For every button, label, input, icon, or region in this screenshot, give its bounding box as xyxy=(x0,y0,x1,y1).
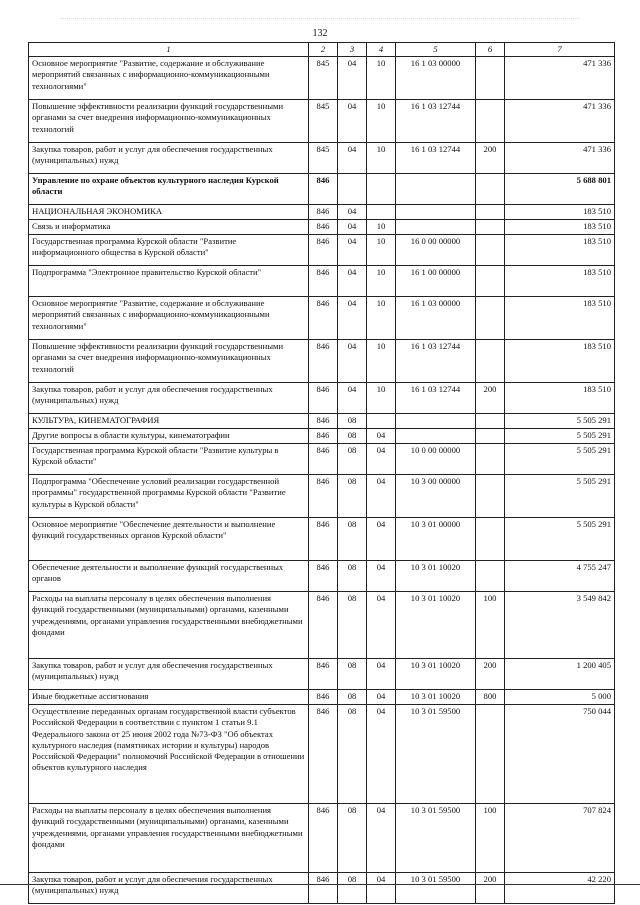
target-article-cell: 16 0 00 00000 xyxy=(396,235,476,266)
amount-cell: 183 510 xyxy=(505,383,615,414)
section-code-cell: 08 xyxy=(338,592,367,659)
amount-cell: 183 510 xyxy=(505,235,615,266)
target-article-cell: 10 3 01 10020 xyxy=(396,592,476,659)
ministry-code-cell: 845 xyxy=(309,57,338,100)
table-row xyxy=(29,174,615,205)
section-code-cell: 08 xyxy=(338,705,367,804)
row-name-cell: Подпрограмма "Электронное правительство Курской области" xyxy=(29,266,309,297)
subsection-code-cell: 04 xyxy=(367,705,396,804)
row-name-cell: Государственная программа Курской области "Развитие информационного общества в Курской области" xyxy=(29,235,309,266)
amount-cell: 5 688 801 xyxy=(505,174,615,205)
subsection-code-cell: 10 xyxy=(367,266,396,297)
subsection-code-cell: 04 xyxy=(367,873,396,904)
ministry-code-cell: 846 xyxy=(309,174,338,205)
row-name-cell: НАЦИОНАЛЬНАЯ ЭКОНОМИКА xyxy=(29,205,309,220)
section-code-cell: 08 xyxy=(338,804,367,873)
amount-cell: 750 044 xyxy=(505,705,615,804)
ministry-code-cell: 846 xyxy=(309,690,338,705)
column-header: 2 xyxy=(309,43,338,57)
row-name-cell: Связь и информатика xyxy=(29,220,309,235)
amount-cell: 5 505 291 xyxy=(505,475,615,518)
amount-cell: 5 505 291 xyxy=(505,518,615,561)
row-name-cell: Подпрограмма "Обеспечение условий реализации государственной программы" государственной программы Курской области "Развитие культуры в Курской области" xyxy=(29,475,309,518)
section-code-cell: 04 xyxy=(338,205,367,220)
amount-cell: 183 510 xyxy=(505,297,615,340)
expense-type-cell xyxy=(476,174,505,205)
subsection-code-cell: 04 xyxy=(367,690,396,705)
target-article-cell: 16 1 00 00000 xyxy=(396,266,476,297)
ministry-code-cell: 846 xyxy=(309,804,338,873)
target-article-cell xyxy=(396,429,476,444)
row-name-cell: Расходы на выплаты персоналу в целях обеспечения выполнения функций государственными (муниципальными) органами, казенными учреждениями, органами управления государственными внебюджетными фондами xyxy=(29,592,309,659)
target-article-cell: 10 3 01 59500 xyxy=(396,804,476,873)
target-article-cell: 10 3 01 10020 xyxy=(396,659,476,690)
target-article-cell: 10 3 01 10020 xyxy=(396,690,476,705)
ministry-code-cell: 846 xyxy=(309,297,338,340)
table-row xyxy=(29,143,615,174)
subsection-code-cell xyxy=(367,174,396,205)
amount-cell: 183 510 xyxy=(505,340,615,383)
expense-type-cell xyxy=(476,705,505,804)
expense-type-cell xyxy=(476,561,505,592)
ministry-code-cell: 846 xyxy=(309,705,338,804)
row-name-cell: Повышение эффективности реализации функций государственными органами за счет внедрения информационно-коммуникационных технологий xyxy=(29,340,309,383)
page-number: 132 xyxy=(312,28,328,39)
expense-type-cell: 100 xyxy=(476,592,505,659)
row-name-cell: Основное мероприятие "Развитие, содержание и обслуживание мероприятий связанных с информационно-коммуникационными технологиями" xyxy=(29,297,309,340)
amount-cell: 5 505 291 xyxy=(505,429,615,444)
section-code-cell: 04 xyxy=(338,143,367,174)
target-article-cell: 10 3 01 59500 xyxy=(396,705,476,804)
section-code-cell: 08 xyxy=(338,429,367,444)
row-name-cell: Закупка товаров, работ и услуг для обеспечения государственных (муниципальных) нужд xyxy=(29,383,309,414)
column-header: 1 xyxy=(29,43,309,57)
subsection-code-cell: 04 xyxy=(367,475,396,518)
expense-type-cell xyxy=(476,340,505,383)
amount-cell: 183 510 xyxy=(505,220,615,235)
section-code-cell: 04 xyxy=(338,266,367,297)
section-code-cell: 04 xyxy=(338,297,367,340)
amount-cell: 42 220 xyxy=(505,873,615,904)
target-article-cell: 16 1 03 00000 xyxy=(396,57,476,100)
page-bottom-rule xyxy=(0,884,640,885)
table-row xyxy=(29,383,615,414)
row-name-cell: Государственная программа Курской области "Развитие культуры в Курской области" xyxy=(29,444,309,475)
amount-cell: 183 510 xyxy=(505,266,615,297)
ministry-code-cell: 846 xyxy=(309,340,338,383)
target-article-cell xyxy=(396,414,476,429)
amount-cell: 5 000 xyxy=(505,690,615,705)
table-row xyxy=(29,444,615,475)
row-name-cell: Другие вопросы в области культуры, кинематографии xyxy=(29,429,309,444)
column-header: 4 xyxy=(367,43,396,57)
subsection-code-cell: 04 xyxy=(367,518,396,561)
ministry-code-cell: 845 xyxy=(309,100,338,143)
table-row xyxy=(29,475,615,518)
amount-cell: 4 755 247 xyxy=(505,561,615,592)
table-row xyxy=(29,57,615,100)
ministry-code-cell: 846 xyxy=(309,444,338,475)
ministry-code-cell: 846 xyxy=(309,383,338,414)
target-article-cell: 16 1 03 12744 xyxy=(396,340,476,383)
expense-type-cell xyxy=(476,414,505,429)
amount-cell: 471 336 xyxy=(505,57,615,100)
table-row xyxy=(29,414,615,429)
table-row xyxy=(29,100,615,143)
row-name-cell: Иные бюджетные ассигнования xyxy=(29,690,309,705)
ministry-code-cell: 846 xyxy=(309,475,338,518)
section-code-cell: 08 xyxy=(338,873,367,904)
row-name-cell: Основное мероприятие "Обеспечение деятельности и выполнение функций государственных органов Курской области" xyxy=(29,518,309,561)
table-row xyxy=(29,659,615,690)
target-article-cell: 10 3 01 59500 xyxy=(396,873,476,904)
section-code-cell: 08 xyxy=(338,518,367,561)
section-code-cell: 08 xyxy=(338,475,367,518)
expense-type-cell xyxy=(476,266,505,297)
target-article-cell: 16 1 03 00000 xyxy=(396,297,476,340)
ministry-code-cell: 846 xyxy=(309,561,338,592)
subsection-code-cell: 04 xyxy=(367,429,396,444)
ministry-code-cell: 846 xyxy=(309,235,338,266)
section-code-cell: 08 xyxy=(338,659,367,690)
target-article-cell: 10 3 00 00000 xyxy=(396,475,476,518)
ministry-code-cell: 846 xyxy=(309,592,338,659)
row-name-cell: Закупка товаров, работ и услуг для обеспечения государственных (муниципальных) нужд xyxy=(29,659,309,690)
expense-type-cell: 200 xyxy=(476,383,505,414)
budget-table xyxy=(28,42,615,904)
ministry-code-cell: 845 xyxy=(309,143,338,174)
section-code-cell: 04 xyxy=(338,383,367,414)
table-row xyxy=(29,690,615,705)
section-code-cell: 04 xyxy=(338,235,367,266)
table-row xyxy=(29,592,615,659)
table-row xyxy=(29,873,615,904)
subsection-code-cell: 10 xyxy=(367,383,396,414)
target-article-cell xyxy=(396,174,476,205)
target-article-cell: 10 3 01 00000 xyxy=(396,518,476,561)
expense-type-cell xyxy=(476,297,505,340)
amount-cell: 707 824 xyxy=(505,804,615,873)
expense-type-cell xyxy=(476,444,505,475)
target-article-cell xyxy=(396,205,476,220)
amount-cell: 5 505 291 xyxy=(505,444,615,475)
amount-cell: 5 505 291 xyxy=(505,414,615,429)
subsection-code-cell: 04 xyxy=(367,444,396,475)
expense-type-cell xyxy=(476,518,505,561)
table-row xyxy=(29,205,615,220)
section-code-cell: 08 xyxy=(338,690,367,705)
section-code-cell: 04 xyxy=(338,220,367,235)
table-row xyxy=(29,561,615,592)
expense-type-cell xyxy=(476,220,505,235)
target-article-cell xyxy=(396,220,476,235)
table-row xyxy=(29,266,615,297)
amount-cell: 471 336 xyxy=(505,143,615,174)
column-header: 3 xyxy=(338,43,367,57)
target-article-cell: 16 1 03 12744 xyxy=(396,100,476,143)
table-row xyxy=(29,804,615,873)
table-row xyxy=(29,705,615,804)
subsection-code-cell xyxy=(367,414,396,429)
column-header: 5 xyxy=(396,43,476,57)
table-row xyxy=(29,297,615,340)
scan-noise xyxy=(60,18,580,25)
row-name-cell: Осуществление переданных органам государственной власти субъектов Российской Федерации в соответствии с пунктом 1 статьи 9.1 Федерального закона от 25 июня 2002 года №73-ФЗ "Об объектах культурного наследия (памятниках истории и культуры) народов Российской Федерации" полномочий Российской Федерации в отношении объектов культурного наследия xyxy=(29,705,309,804)
expense-type-cell xyxy=(476,235,505,266)
table-row xyxy=(29,235,615,266)
ministry-code-cell: 846 xyxy=(309,518,338,561)
table-row xyxy=(29,429,615,444)
ministry-code-cell: 846 xyxy=(309,659,338,690)
target-article-cell: 16 1 03 12744 xyxy=(396,143,476,174)
row-name-cell: Закупка товаров, работ и услуг для обеспечения государственных (муниципальных) нужд xyxy=(29,873,309,904)
subsection-code-cell: 04 xyxy=(367,659,396,690)
table-row xyxy=(29,220,615,235)
subsection-code-cell: 10 xyxy=(367,297,396,340)
row-name-cell: КУЛЬТУРА, КИНЕМАТОГРАФИЯ xyxy=(29,414,309,429)
column-number-row xyxy=(29,43,615,57)
expense-type-cell: 200 xyxy=(476,873,505,904)
subsection-code-cell: 10 xyxy=(367,57,396,100)
expense-type-cell xyxy=(476,475,505,518)
ministry-code-cell: 846 xyxy=(309,873,338,904)
column-header: 6 xyxy=(476,43,505,57)
expense-type-cell xyxy=(476,205,505,220)
column-header: 7 xyxy=(505,43,615,57)
expense-type-cell xyxy=(476,57,505,100)
section-code-cell: 04 xyxy=(338,100,367,143)
section-code-cell: 08 xyxy=(338,414,367,429)
subsection-code-cell: 04 xyxy=(367,804,396,873)
amount-cell: 3 549 842 xyxy=(505,592,615,659)
target-article-cell: 16 1 03 12744 xyxy=(396,383,476,414)
section-code-cell xyxy=(338,174,367,205)
ministry-code-cell: 846 xyxy=(309,266,338,297)
expense-type-cell xyxy=(476,100,505,143)
subsection-code-cell: 10 xyxy=(367,100,396,143)
row-name-cell: Расходы на выплаты персоналу в целях обеспечения выполнения функций государственными (муниципальными) органами, казенными учреждениями, органами управления государственными внебюджетными фондами xyxy=(29,804,309,873)
section-code-cell: 04 xyxy=(338,57,367,100)
subsection-code-cell: 10 xyxy=(367,340,396,383)
subsection-code-cell: 04 xyxy=(367,561,396,592)
section-code-cell: 04 xyxy=(338,340,367,383)
target-article-cell: 10 3 01 10020 xyxy=(396,561,476,592)
amount-cell: 183 510 xyxy=(505,205,615,220)
row-name-cell: Управление по охране объектов культурного наследия Курской области xyxy=(29,174,309,205)
expense-type-cell: 200 xyxy=(476,659,505,690)
subsection-code-cell: 04 xyxy=(367,592,396,659)
ministry-code-cell: 846 xyxy=(309,414,338,429)
row-name-cell: Закупка товаров, работ и услуг для обеспечения государственных (муниципальных) нужд xyxy=(29,143,309,174)
subsection-code-cell: 10 xyxy=(367,235,396,266)
subsection-code-cell xyxy=(367,205,396,220)
section-code-cell: 08 xyxy=(338,444,367,475)
table-row xyxy=(29,340,615,383)
subsection-code-cell: 10 xyxy=(367,220,396,235)
row-name-cell: Основное мероприятие "Развитие, содержание и обслуживание мероприятий связанных с информационно-коммуникационными технологиями" xyxy=(29,57,309,100)
subsection-code-cell: 10 xyxy=(367,143,396,174)
row-name-cell: Повышение эффективности реализации функций государственными органами за счет внедрения информационно-коммуникационных технологий xyxy=(29,100,309,143)
target-article-cell: 10 0 00 00000 xyxy=(396,444,476,475)
amount-cell: 471 336 xyxy=(505,100,615,143)
amount-cell: 1 200 405 xyxy=(505,659,615,690)
expense-type-cell: 800 xyxy=(476,690,505,705)
section-code-cell: 08 xyxy=(338,561,367,592)
ministry-code-cell: 846 xyxy=(309,205,338,220)
expense-type-cell xyxy=(476,429,505,444)
table-row xyxy=(29,518,615,561)
expense-type-cell: 200 xyxy=(476,143,505,174)
ministry-code-cell: 846 xyxy=(309,220,338,235)
ministry-code-cell: 846 xyxy=(309,429,338,444)
expense-type-cell: 100 xyxy=(476,804,505,873)
row-name-cell: Обеспечение деятельности и выполнение функций государственных органов xyxy=(29,561,309,592)
